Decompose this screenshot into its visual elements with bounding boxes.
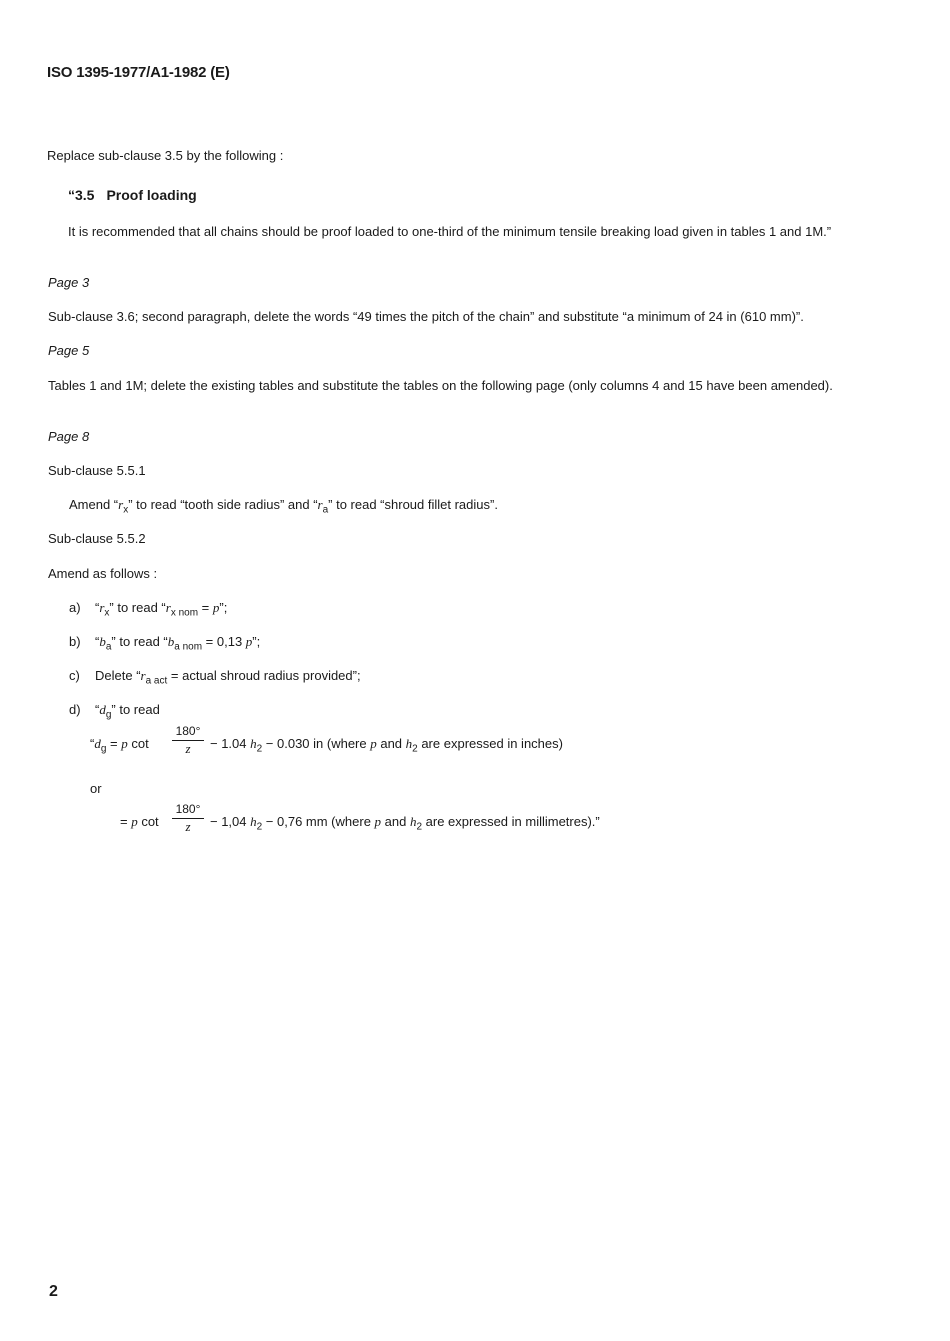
clause-number: “3.5 (68, 187, 95, 203)
formula-mm-fraction (172, 802, 204, 834)
page-3-ref: Page 3 (48, 275, 90, 290)
formula-inches-lhs: “$d_g = p$ cot (90, 736, 149, 755)
clause-title: Proof loading (106, 187, 197, 203)
document-header: ISO 1395-1977/A1-1982 (E) (47, 64, 230, 81)
formula-mm-rhs: − 1,04 $h_2 - 0,76$ mm (where p and $h_2$ are expressed in millimetres).” (210, 814, 600, 833)
list-item-a: a) “$r_x$” to read “$r_{x nom} = p$”; (69, 600, 228, 619)
fraction-denominator: z (185, 819, 191, 834)
sub-clause-5-5-2: Sub-clause 5.5.2 (48, 531, 146, 546)
list-item-d: d) “$d_g$” to read (69, 702, 160, 721)
clause-3-5-body: It is recommended that all chains should be proof loaded to one-third of the minimum tensile breaking load given in tables 1 and 1M.” (68, 224, 832, 239)
amend-as-follows: Amend as follows : (48, 566, 158, 581)
formula-inches-fraction (172, 724, 204, 756)
intro-text: Replace sub-clause 3.5 by the following : (47, 148, 284, 163)
list-item-b: b) “$b_a$” to read “$b_{a nom} = 0,13$ p”; (69, 634, 261, 653)
page-5-ref: Page 5 (48, 343, 90, 358)
sub-clause-5-5-1: Sub-clause 5.5.1 (48, 463, 146, 478)
page-8-ref: Page 8 (48, 429, 90, 444)
fraction-denominator: z (185, 741, 191, 756)
fraction-numerator: 180° (175, 802, 201, 816)
clause-3-5-heading (68, 187, 197, 203)
sub-clause-5-5-1-amendment: Amend “$r_x$” to read “tooth side radius” and “$r_a$” to read “shroud fillet radius”. (69, 497, 498, 516)
formula-mm-lhs: = p cot (120, 814, 159, 829)
list-item-c: c) Delete “$r_{a act}$ = actual shroud radius provided”; (69, 668, 361, 687)
fraction-numerator: 180° (175, 724, 201, 738)
page-3-text: Sub-clause 3.6; second paragraph, delete the words “49 times the pitch of the chain” and substitute “a minimum of 24 in (610 mm)”. (48, 309, 804, 324)
or-text: or (90, 781, 102, 796)
page-number: 2 (49, 1283, 58, 1300)
page-5-text: Tables 1 and 1M; delete the existing tables and substitute the tables on the following page (only columns 4 and 15 have been amended). (48, 378, 833, 393)
formula-inches-rhs: − 1.04 $h_2 - 0.030$ in (where p and $h_2$ are expressed in inches) (210, 736, 563, 755)
